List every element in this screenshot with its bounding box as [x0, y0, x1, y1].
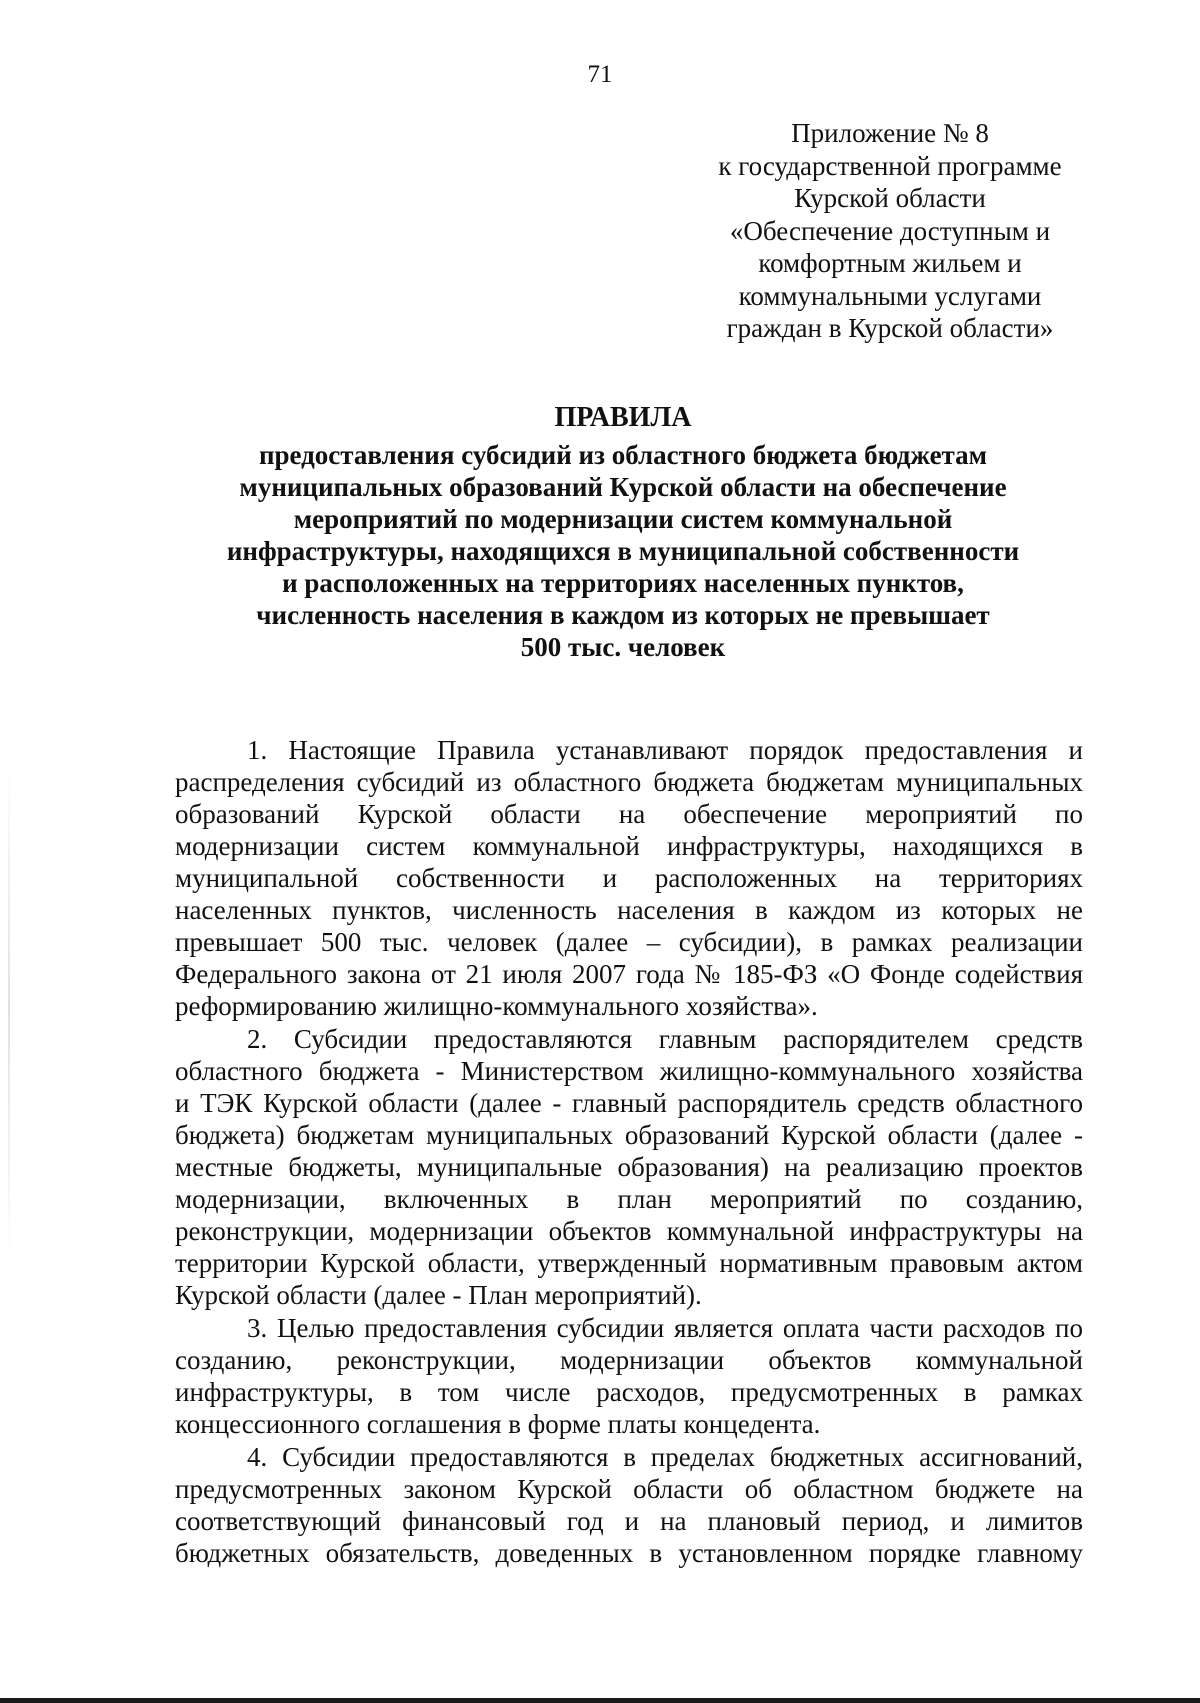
paragraph-line: 1. Настоящие Правила устанавливают порядок предоставления и [247, 735, 1083, 765]
body-text [175, 734, 1083, 1570]
paragraph-line: областного бюджета - Министерством жилищно-коммунального хозяйства [175, 1056, 1083, 1086]
paragraph-line: территории Курской области, утвержденный нормативным правовым актом [175, 1248, 1083, 1278]
appendix-line: «Обеспечение доступным и [729, 215, 1051, 246]
appendix-line: Курской области [794, 183, 986, 213]
paragraph-line: модернизации систем коммунальной инфраструктуры, находящихся в [175, 831, 1083, 861]
paragraph-line: 4. Субсидии предоставляются в пределах бюджетных ассигнований, [247, 1442, 1083, 1472]
scan-edge-bottom [0, 1698, 1200, 1703]
appendix-line: граждан в Курской области» [726, 313, 1054, 343]
paragraph-line: предусмотренных законом Курской области об областном бюджете на [175, 1474, 1083, 1504]
paragraph-line: местные бюджеты, муниципальные образования) на реализацию проектов [175, 1152, 1083, 1182]
paragraph-3 [175, 1312, 1083, 1440]
paragraph-line: населенных пунктов, численность населения в каждом из которых не [175, 895, 1083, 925]
paragraph-line: Курской области (далее - План мероприятий). [175, 1280, 702, 1310]
title-heading: ПРАВИЛА [554, 402, 692, 433]
paragraph-line: Федерального закона от 21 июля 2007 года № 185-ФЗ «О Фонде содействия [175, 959, 1083, 989]
paragraph-4 [175, 1441, 1083, 1569]
paragraph-line: концессионного соглашения в форме платы концедента. [175, 1409, 821, 1439]
paragraph-line: 2. Субсидии предоставляются главным распорядителем средств [247, 1024, 1083, 1054]
appendix-line: Приложение № 8 [791, 118, 989, 148]
title-subtitle-line: предоставления субсидий из областного бюджета бюджетам [258, 440, 988, 470]
title-subtitle-line: и расположенных на территориях населенных пунктов, [282, 568, 964, 598]
paragraph-line: реформированию жилищно-коммунального хозяйства». [175, 991, 818, 1021]
scan-edge-shadow [8, 760, 10, 1260]
appendix-line: комфортным жильем и [758, 248, 1022, 278]
document-title [170, 401, 1076, 663]
paragraph-line: распределения субсидий из областного бюджета бюджетам муниципальных [175, 767, 1083, 797]
paragraph-line: и ТЭК Курской области (далее - главный распорядитель средств областного [175, 1088, 1083, 1118]
paragraph-line: соответствующий финансовый год и на плановый период, и лимитов [175, 1506, 1083, 1536]
title-subtitle-line: муниципальных образований Курской области на обеспечение [239, 472, 1007, 502]
title-subtitle-line: 500 тыс. человек [520, 632, 726, 662]
appendix-header [680, 117, 1100, 345]
title-subtitle-line: мероприятий по модернизации систем коммунальной [293, 504, 953, 534]
paragraph-line: модернизации, включенных в план мероприятий по созданию, [175, 1184, 1083, 1214]
page-number: 71 [587, 61, 613, 88]
paragraph-line: образований Курской области на обеспечение мероприятий по [175, 799, 1083, 829]
paragraph-line: бюджетных обязательств, доведенных в установленном порядке главному [175, 1538, 1083, 1568]
paragraph-line: бюджета) бюджетам муниципальных образований Курской области (далее - [175, 1120, 1083, 1150]
paragraph-line: превышает 500 тыс. человек (далее – субсидии), в рамках реализации [175, 927, 1083, 957]
title-subtitle-line: численность населения в каждом из которых не превышает [256, 600, 990, 630]
appendix-line: коммунальными услугами [738, 280, 1042, 311]
paragraph-line: реконструкции, модернизации объектов коммунальной инфраструктуры на [175, 1216, 1083, 1246]
paragraph-line: 3. Целью предоставления субсидии является оплата части расходов по [247, 1313, 1083, 1343]
paragraph-line: созданию, реконструкции, модернизации объектов коммунальной [175, 1345, 1083, 1375]
paragraph-2 [175, 1023, 1083, 1311]
paragraph-line: муниципальной собственности и расположенных на территориях [175, 863, 1083, 893]
appendix-line: к государственной программе [718, 150, 1062, 181]
paragraph-line: инфраструктуры, в том числе расходов, предусмотренных в рамках [175, 1377, 1083, 1407]
title-subtitle-line: инфраструктуры, находящихся в муниципальной собственности [226, 536, 1020, 566]
paragraph-1 [175, 734, 1083, 1022]
